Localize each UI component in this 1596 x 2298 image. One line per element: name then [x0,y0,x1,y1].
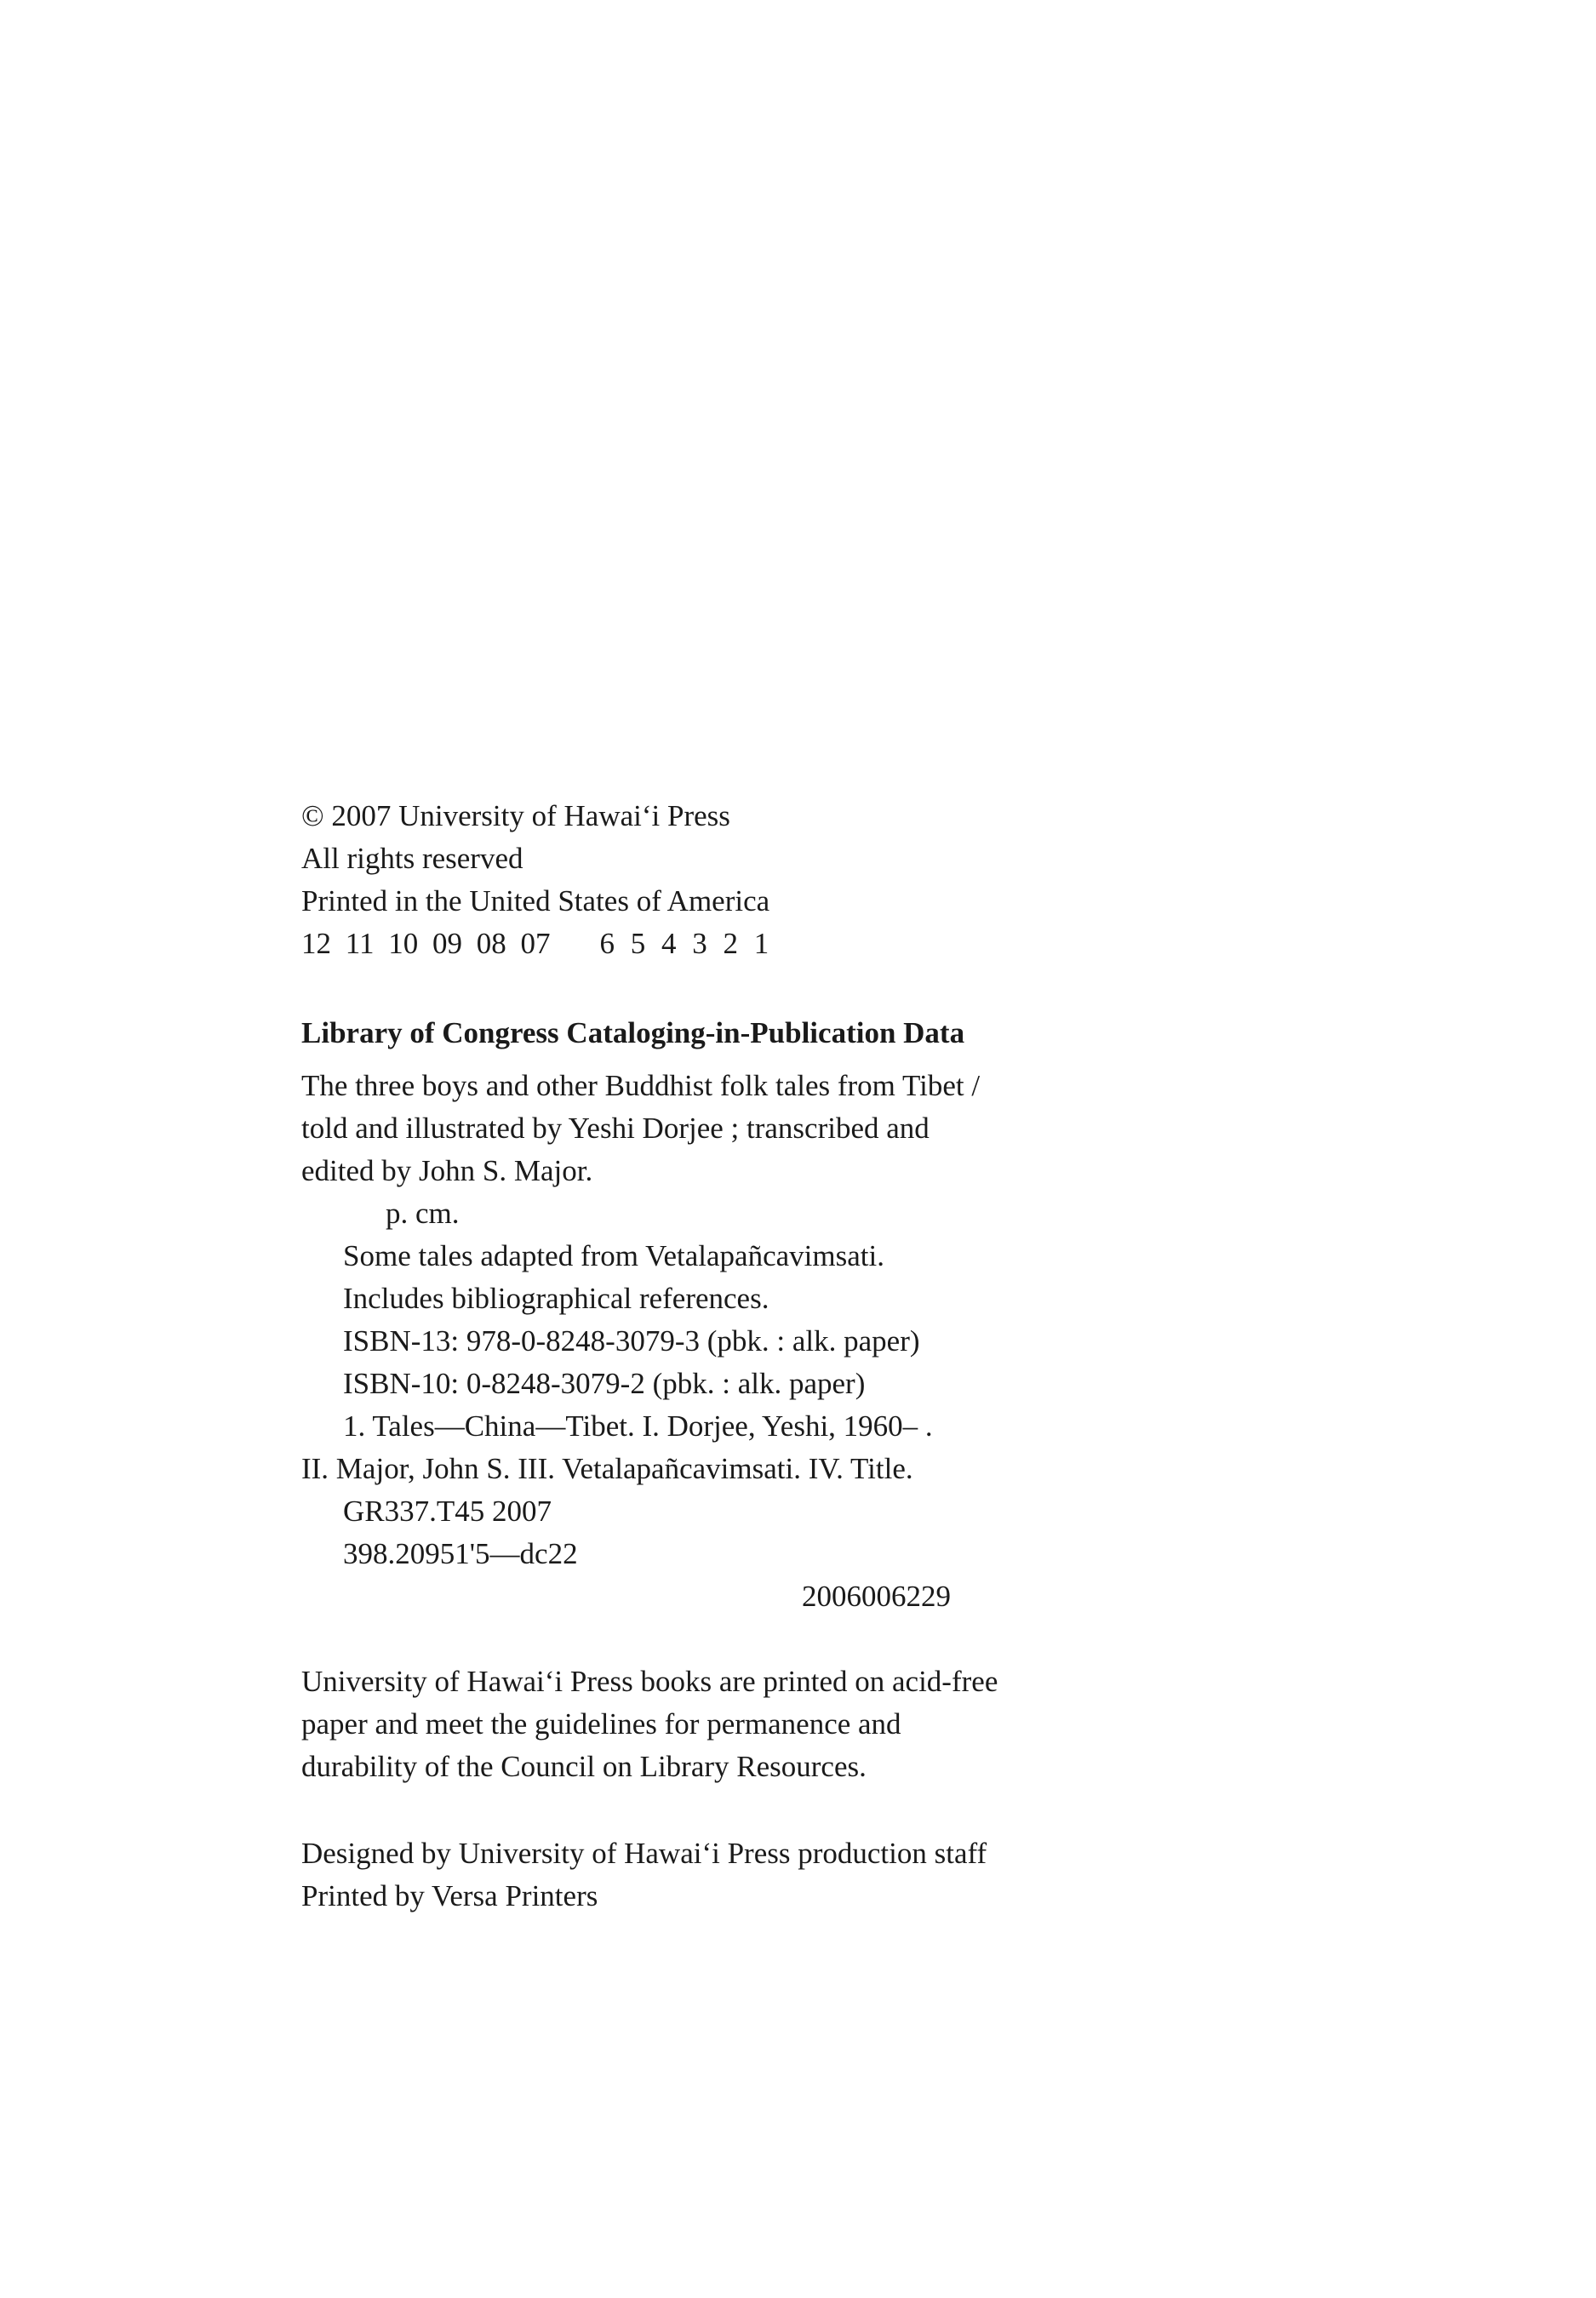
design-credit: Designed by University of Hawai‘i Press production staff [301,1837,987,1870]
printing-impressions: 6 5 4 3 2 1 [599,927,769,960]
paper-note-line: durability of the Council on Library Resources. [301,1750,867,1783]
cip-pcm: p. cm. [386,1197,460,1230]
copyright-line: © 2007 University of Hawai‘i Press [301,799,730,832]
printing-sequence [301,926,769,962]
cip-dewey: 398.20951'5—dc22 [343,1537,578,1570]
printed-in-line: Printed in the United States of America [301,884,770,917]
cip-title-line: edited by John S. Major. [301,1154,593,1187]
paper-note-line: paper and meet the guidelines for permanence and [301,1707,901,1741]
cip-lccn: 2006006229 [802,1580,951,1613]
cip-heading: Library of Congress Cataloging-in-Publication Data [301,1016,965,1049]
paper-note-line: University of Hawai‘i Press books are printed on acid-free [301,1665,998,1698]
printer-credit: Printed by Versa Printers [301,1879,598,1912]
rights-line: All rights reserved [301,842,523,875]
cip-isbn13: ISBN-13: 978-0-8248-3079-3 (pbk. : alk. paper) [343,1324,920,1358]
cip-note: Some tales adapted from Vetalapañcavimsati. [343,1239,884,1272]
cip-title-line: told and illustrated by Yeshi Dorjee ; transcribed and [301,1112,930,1145]
printing-years: 12 11 10 09 08 07 [301,927,551,960]
cip-subjects: 1. Tales—China—Tibet. I. Dorjee, Yeshi, 1960– . [343,1409,933,1443]
cip-subjects-continued: II. Major, John S. III. Vetalapañcavimsati. IV. Title. [301,1452,913,1485]
cip-isbn10: ISBN-10: 0-8248-3079-2 (pbk. : alk. paper) [343,1367,866,1400]
cip-title-line: The three boys and other Buddhist folk tales from Tibet / [301,1069,981,1102]
cip-call-number: GR337.T45 2007 [343,1495,552,1528]
cip-note: Includes bibliographical references. [343,1282,769,1315]
